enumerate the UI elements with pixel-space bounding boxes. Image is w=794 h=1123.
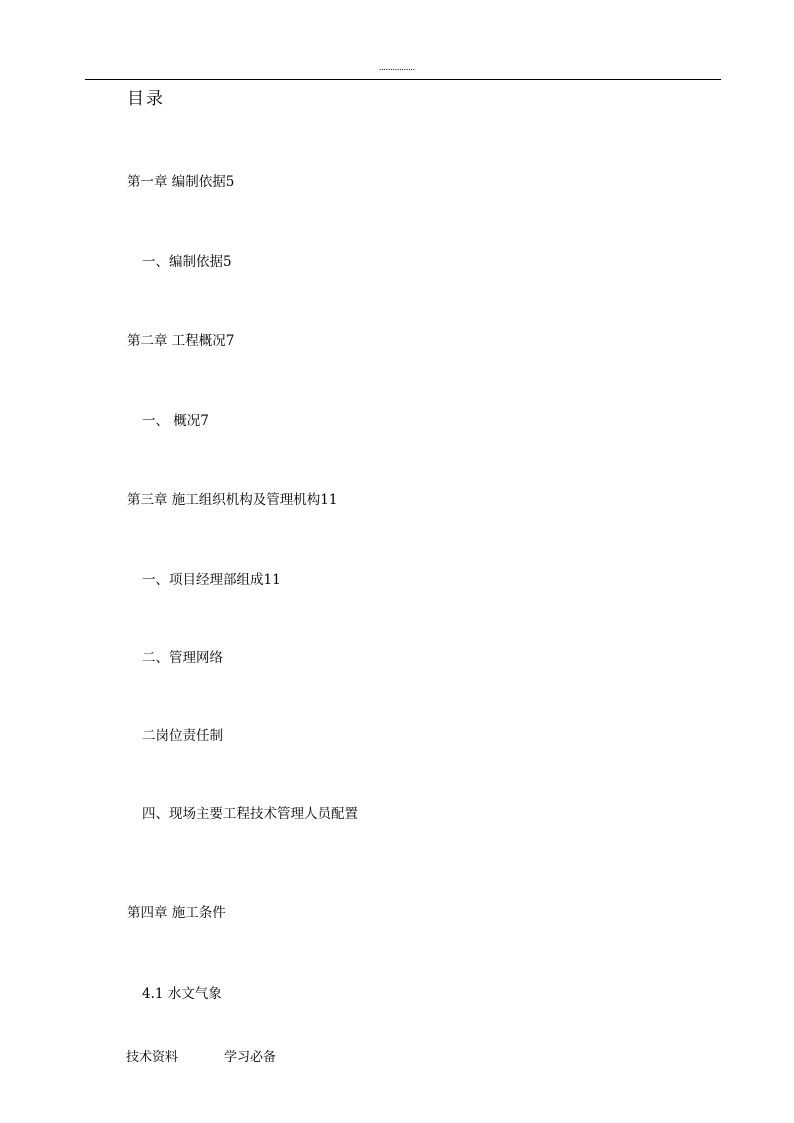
toc-section-3-1[interactable]: 一、项目经理部组成11: [142, 572, 281, 588]
toc-section-1-1[interactable]: 一、编制依据5: [142, 254, 232, 270]
footer-right-text: 学习必备: [224, 1050, 277, 1065]
toc-section-3-2[interactable]: 二、管理网络: [142, 650, 223, 666]
header-dots: ................: [379, 62, 415, 72]
toc-section-3-4[interactable]: 四、现场主要工程技术管理人员配置: [142, 806, 358, 822]
header-rule: [85, 79, 721, 80]
toc-section-4-1[interactable]: 4.1 水文气象: [142, 986, 222, 1002]
toc-chapter-2[interactable]: 第二章 工程概况7: [127, 333, 235, 349]
page-title: 目录: [127, 89, 165, 109]
toc-chapter-1[interactable]: 第一章 编制依据5: [127, 174, 235, 190]
toc-chapter-3[interactable]: 第三章 施工组织机构及管理机构11: [127, 492, 338, 508]
toc-section-3-3[interactable]: 二岗位责任制: [142, 728, 223, 744]
toc-section-2-1[interactable]: 一、 概况7: [142, 413, 209, 429]
toc-chapter-4[interactable]: 第四章 施工条件: [127, 905, 226, 921]
footer-left-text: 技术资料: [126, 1050, 179, 1065]
page-footer: [126, 1046, 276, 1065]
